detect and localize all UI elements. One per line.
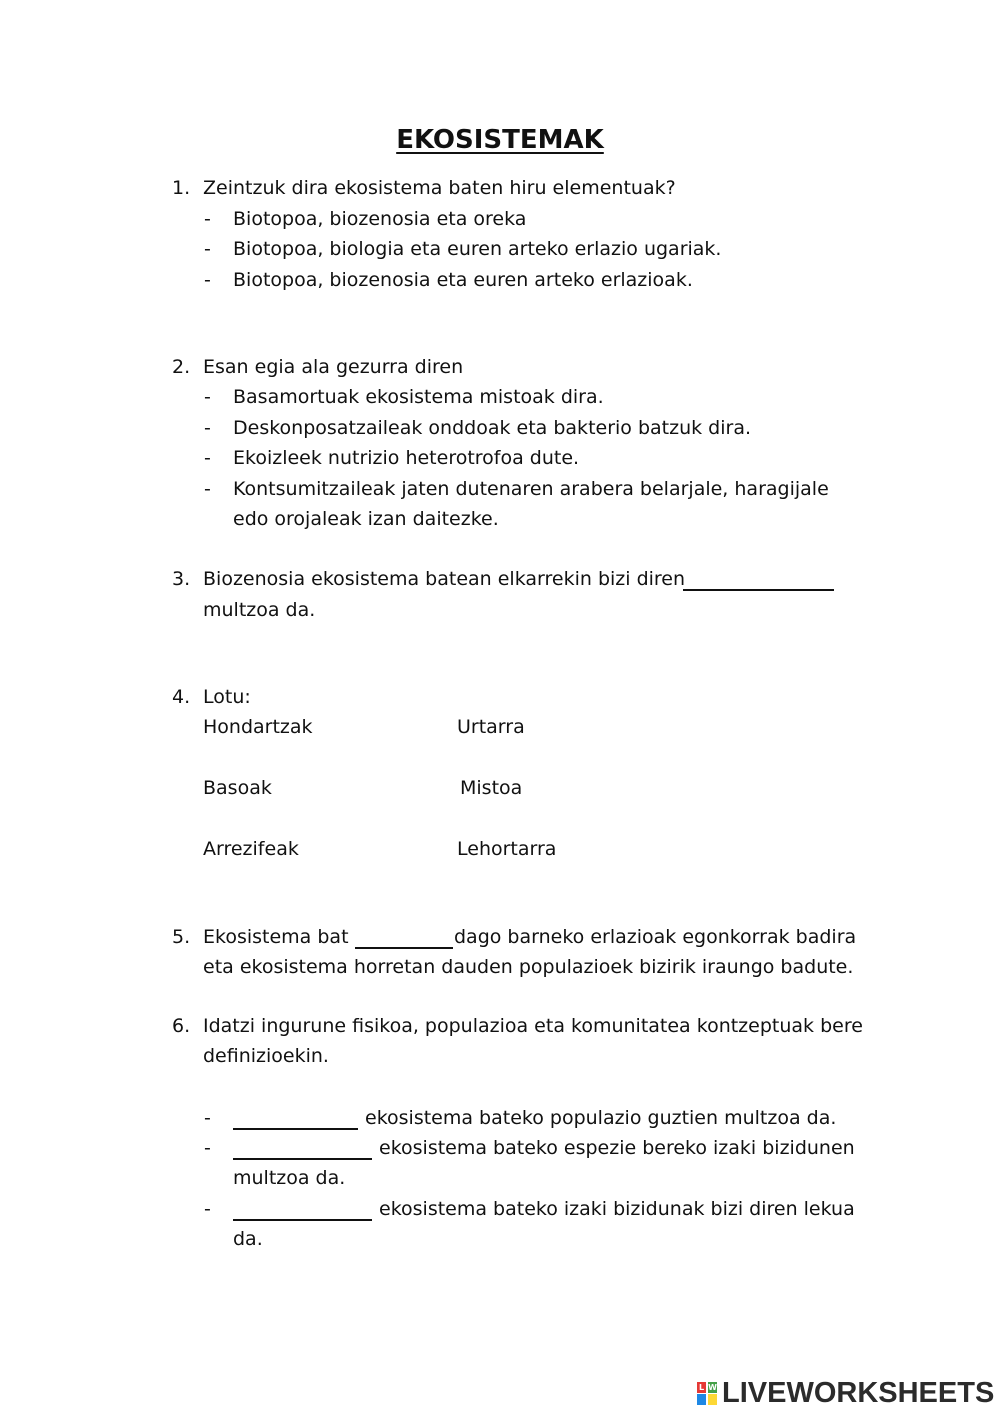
q5-number: 5. [172,926,191,948]
q6-dash: - [204,1198,211,1220]
logo-mark-block [697,1394,706,1405]
q6-definition-continued: multzoa da. [233,1167,346,1189]
q6-dash: - [204,1107,211,1129]
q2-statement[interactable]: Deskonposatzaileak onddoak eta bakterio batzuk dira. [233,417,752,439]
logo-mark-letter: L [698,1383,705,1392]
q6-definition: ekosistema bateko izaki bizidunak bizi diren lekua [379,1198,855,1220]
q2-number: 2. [172,356,191,378]
page-title: EKOSISTEMAK [396,125,604,155]
q1-option[interactable]: Biotopoa, biozenosia eta euren arteko erlazioak. [233,269,693,291]
q6-answer-blank[interactable] [233,1106,358,1130]
q6-dash: - [204,1137,211,1159]
q1-dash: - [204,208,211,230]
q6-definition: ekosistema bateko populazio guztien multzoa da. [365,1107,837,1129]
q5-text-after-blank: dago barneko erlazioak egonkorrak badira [454,926,857,948]
q1-dash: - [204,269,211,291]
q2-dash: - [204,386,211,408]
q4-text: Lotu: [203,686,251,708]
q2-dash: - [204,417,211,439]
q3-text: Biozenosia ekosistema batean elkarrekin bizi diren [203,568,686,590]
q4-right-item[interactable]: Mistoa [460,777,523,799]
q5-answer-blank[interactable] [355,925,453,949]
logo-mark-letter: W [708,1383,717,1392]
q1-text: Zeintzuk dira ekosistema baten hiru elementuak? [203,177,676,199]
q2-text: Esan egia ala gezurra diren [203,356,464,378]
q6-text: Idatzi ingurune fisikoa, populazioa eta komunitatea kontzeptuak bere [203,1015,863,1037]
q3-answer-blank[interactable] [683,567,834,591]
q6-number: 6. [172,1015,191,1037]
q6-text-continued: definizioekin. [203,1045,329,1067]
liveworksheets-logo-text: LIVEWORKSHEETS [722,1376,995,1409]
q2-statement-continued: edo orojaleak izan daitezke. [233,508,499,530]
q6-definition-continued: da. [233,1228,263,1250]
q3-text-continued: multzoa da. [203,599,316,621]
q2-dash: - [204,478,211,500]
logo-mark-block [708,1394,717,1405]
q1-dash: - [204,238,211,260]
q2-statement[interactable]: Basamortuak ekosistema mistoak dira. [233,386,604,408]
q4-left-item[interactable]: Arrezifeak [203,838,299,860]
q4-right-item[interactable]: Lehortarra [457,838,557,860]
liveworksheets-logo[interactable] [697,1376,994,1410]
q6-answer-blank[interactable] [233,1197,372,1221]
q1-number: 1. [172,177,191,199]
q3-number: 3. [172,568,191,590]
q2-dash: - [204,447,211,469]
q1-option[interactable]: Biotopoa, biologia eta euren arteko erlazio ugariak. [233,238,722,260]
q2-statement[interactable]: Kontsumitzaileak jaten dutenaren arabera belarjale, haragijale [233,478,829,500]
q4-number: 4. [172,686,191,708]
q1-option[interactable]: Biotopoa, biozenosia eta oreka [233,208,527,230]
q5-text-continued: eta ekosistema horretan dauden populazioek bizirik iraungo badute. [203,956,854,978]
q4-right-item[interactable]: Urtarra [457,716,525,738]
liveworksheets-logo-icon [697,1380,719,1406]
q2-statement[interactable]: Ekoizleek nutrizio heterotrofoa dute. [233,447,580,469]
q6-definition: ekosistema bateko espezie bereko izaki bizidunen [379,1137,855,1159]
q5-text: Ekosistema bat [203,926,349,948]
q4-left-item[interactable]: Hondartzak [203,716,313,738]
q4-left-item[interactable]: Basoak [203,777,272,799]
q6-answer-blank[interactable] [233,1136,372,1160]
